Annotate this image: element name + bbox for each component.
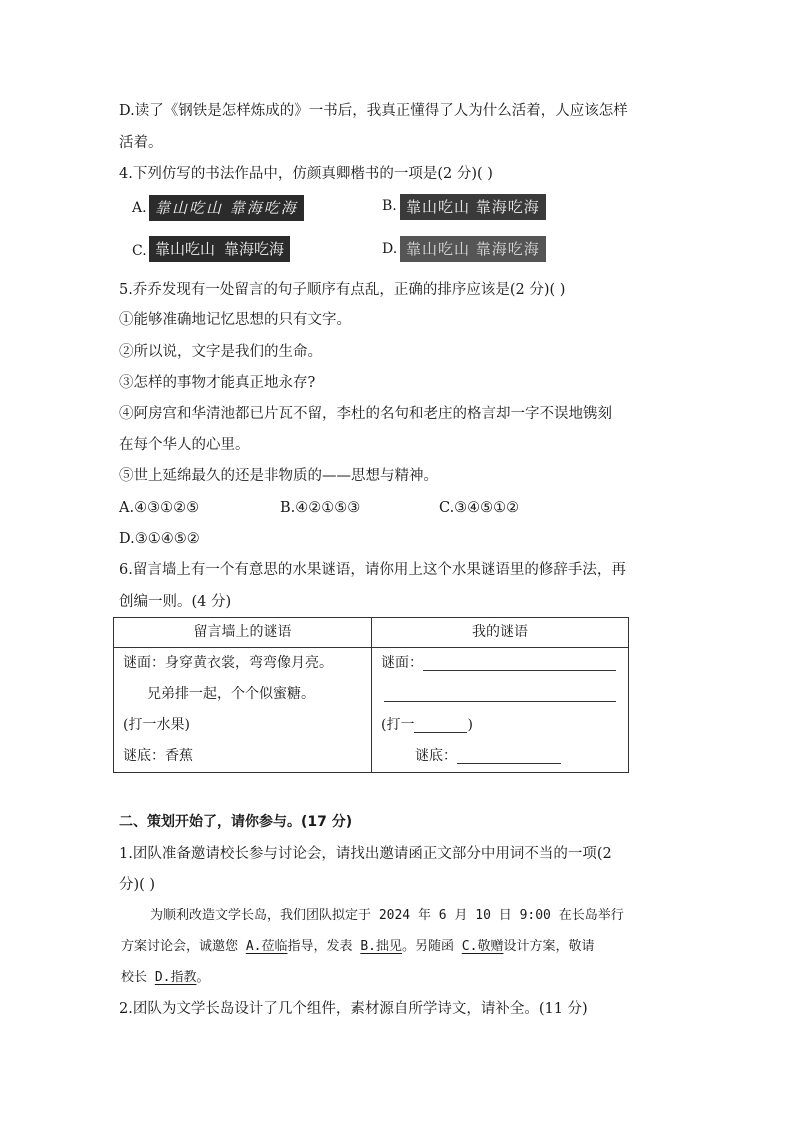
q4-option-b-label: B. <box>382 198 397 214</box>
q5-option-c: C.③④⑤①② <box>439 500 520 516</box>
riddle-table-right-cell <box>372 648 629 773</box>
riddle-answer: 谜底：香蕉 <box>123 748 193 764</box>
q5-option-a: A.④③①②⑤ <box>119 500 200 516</box>
my-riddle-answer-row <box>372 741 628 772</box>
invitation-text: 设计方案，敬请 <box>503 939 595 954</box>
invitation-text: 方案讨论会，诚邀您 <box>121 939 246 954</box>
q4-option-d-label: D. <box>382 241 398 257</box>
my-riddle-face-row <box>372 648 628 679</box>
my-riddle-face-label: 谜面： <box>381 655 423 671</box>
invitation-line3 <box>121 968 210 988</box>
section-2-heading: 二、策划开始了，请你参与。(17 分) <box>119 814 353 830</box>
q4-stem: 4.下列仿写的书法作品中，仿颜真卿楷书的一项是(2 分)( ) <box>119 166 493 182</box>
q3-option-d-line1: D.读了《钢铁是怎样炼成的》一书后，我真正懂得了人为什么活着，人应该怎样 <box>119 103 628 119</box>
invitation-option-d: D.指教 <box>154 970 197 985</box>
invitation-option-a: A.莅临 <box>245 939 288 954</box>
q5-stem: 5.乔乔发现有一处留言的句子顺序有点乱，正确的排序应该是(2 分)( ) <box>119 282 566 298</box>
my-riddle-face-blank-2[interactable] <box>384 683 616 702</box>
q5-sentence-5: ⑤世上延绵最久的还是非物质的——思想与精神。 <box>119 468 438 484</box>
q6-stem-line2: 创编一则。(4 分) <box>119 594 232 610</box>
riddle-face-line2: 兄弟排一起，个个似蜜糖。 <box>147 686 315 702</box>
my-riddle-face-row2 <box>372 679 628 710</box>
q4-option-d-calligraphy: 靠山吃山 靠海吃海 <box>400 236 546 262</box>
s2-q1-line2: 分)( ) <box>119 877 156 893</box>
s2-q1-line1: 1.团队准备邀请校长参与讨论会，请找出邀请函正文部分中用词不当的一项(2 <box>119 846 612 862</box>
my-riddle-hint-blank[interactable] <box>414 714 467 733</box>
riddle-table <box>113 617 629 773</box>
invitation-text: 指导，发表 <box>287 939 361 954</box>
q5-sentence-4a: ④阿房宫和华清池都已片瓦不留，李杜的名句和老庄的格言却一字不误地镌刻 <box>119 406 612 422</box>
q3-option-d-line2: 活着。 <box>119 135 163 151</box>
riddle-table-header-right: 我的谜语 <box>372 618 629 648</box>
invitation-text: 。 <box>196 970 210 985</box>
invitation-option-b: B.拙见 <box>360 939 402 954</box>
s2-q2: 2.团队为文学长岛设计了几个组件，素材源自所学诗文，请补全。(11 分) <box>119 1001 588 1017</box>
q5-option-b: B.④②①⑤③ <box>280 500 361 516</box>
riddle-face-line1: 谜面：身穿黄衣裳，弯弯像月亮。 <box>123 655 333 671</box>
q6-stem-line1: 6.留言墙上有一个有意思的水果谜语，请你用上这个水果谜语里的修辞手法，再 <box>119 562 626 578</box>
q5-sentence-1: ①能够准确地记忆思想的只有文字。 <box>119 312 351 328</box>
invitation-text: 。另随函 <box>401 939 462 954</box>
q5-sentence-3: ③怎样的事物才能真正地永存? <box>119 375 316 391</box>
q4-option-a-calligraphy: 靠山吃山 靠海吃海 <box>149 195 304 221</box>
q4-option-b-calligraphy: 靠山吃山 靠海吃海 <box>400 194 546 220</box>
riddle-table-header-left: 留言墙上的谜语 <box>114 618 372 648</box>
q4-option-c-calligraphy: 靠山吃山 靠海吃海 <box>149 236 290 262</box>
riddle-hint: (打一水果) <box>123 717 190 733</box>
my-riddle-hint-suffix: ) <box>467 717 473 733</box>
invitation-text: 校长 <box>121 970 155 985</box>
q5-sentence-4b: 在每个华人的心里。 <box>119 437 250 453</box>
my-riddle-face-blank[interactable] <box>423 652 616 671</box>
my-riddle-answer-label: 谜底： <box>415 748 457 764</box>
my-riddle-hint-row <box>372 710 628 741</box>
q4-option-c-label: C. <box>132 243 147 259</box>
q5-option-d: D.③①④⑤② <box>119 531 200 547</box>
invitation-option-c: C.敬赠 <box>461 939 504 954</box>
invitation-line1: 为顺利改造文学长岛，我们团队拟定于 2024 年 6 月 10 日 9:00 在长岛举行 <box>150 908 624 923</box>
my-riddle-answer-blank[interactable] <box>457 745 561 764</box>
q5-sentence-2: ②所以说，文字是我们的生命。 <box>119 344 322 360</box>
my-riddle-hint-prefix: (打一 <box>381 717 415 733</box>
invitation-line2 <box>121 937 594 957</box>
riddle-table-left-cell <box>114 648 372 773</box>
q4-option-a-label: A. <box>132 200 147 216</box>
